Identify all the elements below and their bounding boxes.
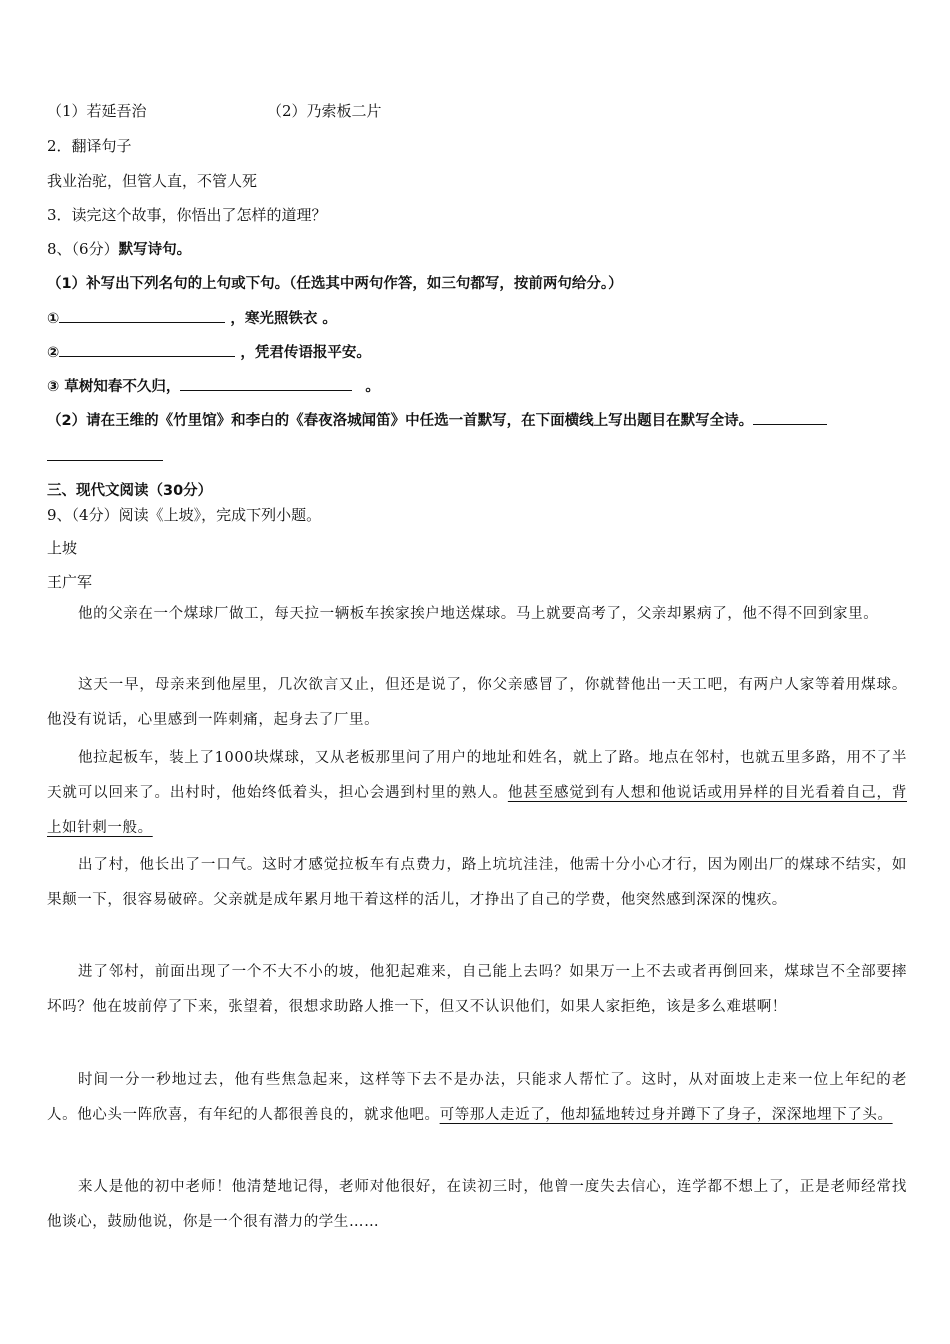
paragraph-3 xyxy=(47,741,907,846)
section3-heading: 三、现代文阅读（30分） xyxy=(47,483,213,499)
underlined-sentence-2: 可等那人走近了，他却猛地转过身并蹲下了身子，深深地埋下了头。 xyxy=(439,1107,893,1123)
underlined-sentence-1: 他甚至感觉到有人想和他说话或用异样的目光看着自己，背上如针刺一般。 xyxy=(47,785,907,836)
q3-text: 3．读完这个故事，你悟出了怎样的道理？ xyxy=(47,206,327,224)
blank-line-3 xyxy=(47,376,380,397)
blank-line-1 xyxy=(47,308,337,329)
paragraph-3-text: 他拉起板车，装上了1000块煤球，又从老板那里问了用户的地址和姓名，就上了路。地点在邻村，也就五里多路，用不了半天就可以回来了。出村时，他始终低着头，担心会遇到村里的熟人。 xyxy=(47,750,907,801)
q2-sentence: 我业治驼，但管人直，不管人死 xyxy=(47,172,258,190)
article-title: 上坡 xyxy=(47,539,78,557)
paragraph-6-text: 时间一分一秒地过去，他有些焦急起来，这样等下去不是办法，只能求人帮忙了。这时，从对面坡上走来一位上年纪的老人。他心头一阵欣喜，有年纪的人都很善良的，就求他吧。 xyxy=(47,1072,907,1123)
blank3-text: ③ 草树知春不久归， xyxy=(47,379,181,395)
paragraph-7: 来人是他的初中老师！他清楚地记得，老师对他很好，在读初三时，他曾一度失去信心，连学都不想上了，正是老师经常找他谈心，鼓励他说，你是一个很有潜力的学生…… xyxy=(47,1179,907,1230)
fill-blank-2[interactable] xyxy=(59,342,235,357)
q8-title: 默写诗句。 xyxy=(118,242,192,258)
fill-blank-4[interactable] xyxy=(753,410,827,425)
blank-line-2 xyxy=(47,342,371,363)
blank3-end: 。 xyxy=(365,379,380,395)
fill-blank-5[interactable] xyxy=(47,460,163,461)
q8-sub2-line xyxy=(47,410,827,431)
q8-number: 8、（6分） xyxy=(47,240,119,258)
article-author: 王广军 xyxy=(47,573,93,591)
paragraph-5: 进了邻村，前面出现了一个不大不小的坡，他犯起难来，自己能上去吗？如果万一上不去或者再倒回来，煤球岂不全部要摔坏吗？他在坡前停了下来，张望着，很想求助路人推一下，但又不认识他们，如果人家拒绝，该是多么难堪啊！ xyxy=(47,964,907,1015)
blank1-text: ，寒光照铁衣 。 xyxy=(230,311,337,327)
paragraph-2: 这天一早，母亲来到他屋里，几次欲言又止，但还是说了，你父亲感冒了，你就替他出一天工吧，有两户人家等着用煤球。他没有说话，心里感到一阵刺痛，起身去了厂里。 xyxy=(47,677,907,728)
blank2-text: ，凭君传语报平安。 xyxy=(240,345,371,361)
paragraph-6 xyxy=(47,1063,907,1133)
q8-sub2: （2）请在王维的《竹里馆》和李白的《春夜洛城闻笛》中任选一首默写，在下面横线上写出题目在默写全诗。 xyxy=(47,413,754,429)
blank1-mark: ① xyxy=(47,311,60,327)
q8-sub1: （1）补写出下列名句的上句或下句。（任选其中两句作答，如三句都写，按前两句给分。） xyxy=(47,276,623,292)
q2-title: 2．翻译句子 xyxy=(47,137,132,155)
q9-text: 9、（4分）阅读《上坡》，完成下列小题。 xyxy=(47,506,322,524)
q8-heading xyxy=(47,239,191,260)
paragraph-1: 他的父亲在一个煤球厂做工，每天拉一辆板车挨家挨户地送煤球。马上就要高考了，父亲却累病了，他不得不回到家里。 xyxy=(78,606,879,622)
fill-blank-1[interactable] xyxy=(59,308,225,323)
q1-part2: （2）乃索板二片 xyxy=(267,102,382,120)
fill-blank-3[interactable] xyxy=(180,376,352,391)
paragraph-4: 出了村，他长出了一口气。这时才感觉拉板车有点费力，路上坑坑洼洼，他需十分小心才行，因为刚出厂的煤球不结实，如果颠一下，很容易破碎。父亲就是成年累月地干着这样的活儿，才挣出了自己的学费，他突然感到深深的愧疚。 xyxy=(47,857,907,908)
q1-part1: （1）若延吾治 xyxy=(47,102,147,120)
q1-line xyxy=(47,101,382,121)
blank2-mark: ② xyxy=(47,345,60,361)
